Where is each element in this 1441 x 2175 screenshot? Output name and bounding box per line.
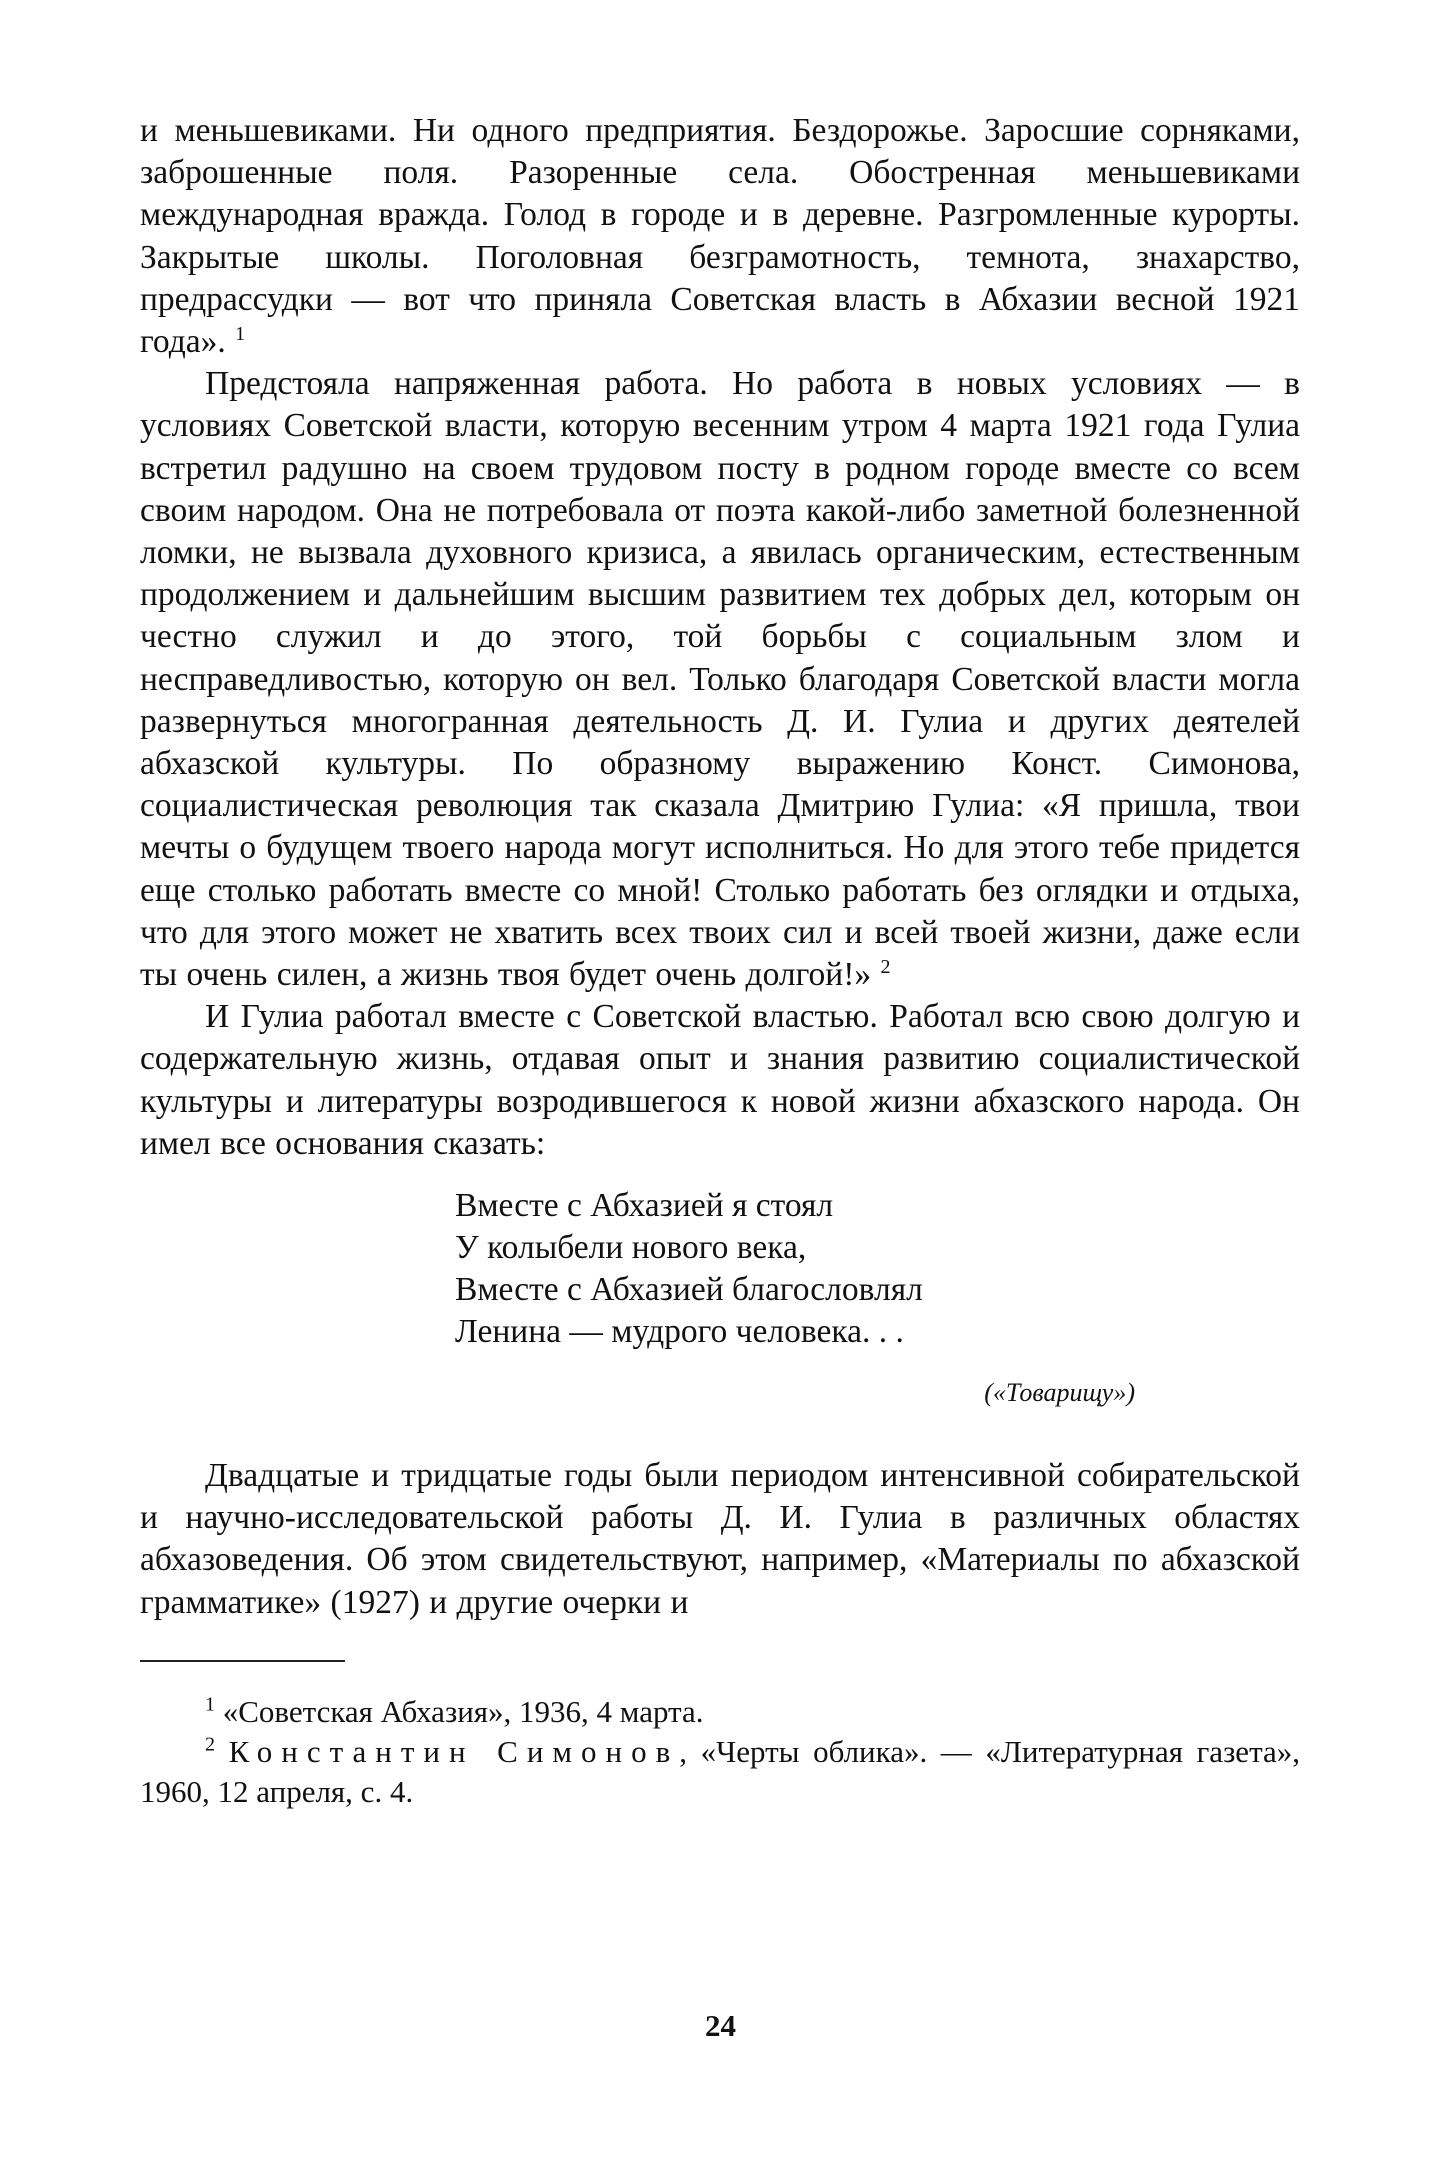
- paragraph-1-text: и меньшевиками. Ни одного предприятия. Бездорожье. Заросшие сорняками, заброшенные поля. Разоренные села. Обостренная меньшевиками международная вражда. Голод в городе и в деревне. Разгромленные курорты. Закрытые школы. Поголовная безграмотность, темнота, знахарство, предрассудки — вот что приняла Советская власть в Абхазии весной 1921 года».: [140, 112, 1300, 361]
- footnote-1-text: «Советская Абхазия», 1936, 4 марта.: [222, 1693, 704, 1729]
- footnote-2-mark: 2: [205, 1733, 215, 1756]
- paragraph-4-text: Двадцатые и тридцатые годы были периодом интенсивной собирательской и научно-исследовательской работы Д. И. Гулиа в различных областях абхазоведения. Об этом свидетельствуют, например, «Материалы по абхазской грамматике» (1927) и другие очерки и: [140, 1457, 1300, 1621]
- poem-source: («Товарищу»): [984, 1378, 1135, 1408]
- paragraph-1: [140, 110, 1300, 363]
- poem-line-1: Вместе с Абхазией я стоял: [455, 1187, 834, 1225]
- poem-quote: [455, 1185, 1300, 1353]
- footnote-1-mark: 1: [205, 1693, 215, 1716]
- page-content: [140, 110, 1300, 1812]
- footnote-divider: [140, 1660, 345, 1662]
- footnote-1: [140, 1692, 1300, 1732]
- paragraph-3-text: И Гулиа работал вместе с Советской властью. Работал всю свою долгую и содержательную жизнь, отдавая опыт и знания развитию социалистической культуры и литературы возродившегося к новой жизни абхазского народа. Он имел все основания сказать:: [140, 998, 1300, 1162]
- paragraph-3: [140, 996, 1300, 1165]
- poem-line-3: Вместе с Абхазией благословлял: [455, 1271, 923, 1309]
- poem-line-2: У колыбели нового века,: [455, 1229, 807, 1267]
- footnote-2: [140, 1732, 1300, 1812]
- footnote-2-author: Константин Симонов: [228, 1733, 680, 1769]
- footnotes: [140, 1692, 1300, 1812]
- footnote-2-text: , «Черты облика». — «Литературная газета», 1960, 12 апреля, с. 4.: [140, 1733, 1301, 1809]
- paragraph-2: [140, 363, 1300, 996]
- paragraph-2-text: Предстояла напряженная работа. Но работа в новых условиях — в условиях Советской власти, которую весенним утром 4 марта 1921 года Гулиа встретил радушно на своем трудовом посту в родном городе вместе со всем своим народом. Она не потребовала от поэта какой-либо заметной болезненной ломки, не вызвала духовного кризиса, а явилась органическим, естественным продолжением и дальнейшим высшим развитием тех добрых дел, которым он честно служил и до этого, той борьбы с социальным злом и несправедливостью, которую он вел. Только благодаря Советской власти могла развернуться многогранная деятельность Д. И. Гулиа и других деятелей абхазской культуры. По образному выражению Конст. Симонова, социалистическая революция так сказала Дмитрию Гулиа: «Я пришла, твои мечты о будущем твоего народа могут исполниться. Но для этого тебе придется еще столько работать вместе со мной! Столько работать без оглядки и отдыха, что для этого может не хватить всех твоих сил и всей твоей жизни, даже если ты очень силен, а жизнь твоя будет очень долгой!»: [140, 365, 1300, 994]
- footnote-ref-2[interactable]: 2: [880, 955, 891, 978]
- page-number: 24: [705, 2008, 736, 2043]
- footnote-ref-1[interactable]: 1: [235, 322, 246, 345]
- paragraph-4: [140, 1455, 1300, 1624]
- poem-line-4: Ленина — мудрого человека. . .: [455, 1313, 904, 1351]
